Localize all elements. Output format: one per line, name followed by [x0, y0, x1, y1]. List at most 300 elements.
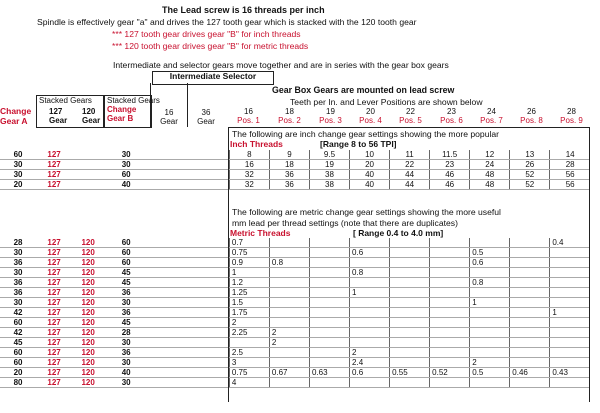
value-cell-pos-5 [390, 358, 430, 368]
gear-127-cell: 127 [36, 288, 72, 298]
value-cell-pos-1: 4 [229, 378, 269, 388]
value-cell-pos-6 [430, 348, 470, 358]
stacked-gears-header: Stacked Gears 127 120 Gear Gear [36, 95, 104, 128]
value-cell-pos-5 [390, 258, 430, 268]
value-cell-pos-4: 0.8 [350, 268, 390, 278]
value-cell-pos-8 [510, 348, 550, 358]
value-cell-pos-5 [390, 348, 430, 358]
value-cell-pos-8 [510, 358, 550, 368]
table-row [0, 358, 590, 368]
table-row [0, 258, 590, 268]
selector-cell [188, 150, 229, 160]
gear-127-cell: 127 [36, 358, 72, 368]
value-cell-pos-5 [390, 288, 430, 298]
gear-120-cell: 120 [72, 268, 104, 278]
gear-120-cell: 120 [72, 258, 104, 268]
table-row [0, 180, 590, 190]
intermediate-selector-box [152, 71, 274, 85]
value-cell-pos-3 [309, 298, 349, 308]
value-cell-pos-8 [510, 278, 550, 288]
selector-cell [188, 238, 229, 248]
gear-127-cell: 127 [36, 258, 72, 268]
value-cell-pos-4 [350, 318, 390, 328]
value-cell-pos-1: 3 [229, 358, 269, 368]
value-cell-pos-2: 36 [269, 180, 309, 190]
value-cell-pos-9 [550, 248, 590, 258]
value-cell-pos-7 [470, 288, 510, 298]
gear-b-cell: 40 [104, 368, 148, 378]
gear-127-cell: 127 [36, 348, 72, 358]
value-cell-pos-8: 26 [510, 160, 550, 170]
table-row [0, 268, 590, 278]
value-cell-pos-6 [430, 288, 470, 298]
value-cell-pos-6 [430, 318, 470, 328]
gear-a-cell: 42 [0, 308, 36, 318]
value-cell-pos-7: 12 [470, 150, 510, 160]
gear-b-cell: 36 [104, 348, 148, 358]
change-gear-a-header: Change Gear A [0, 106, 32, 126]
value-cell-pos-1: 0.9 [229, 258, 269, 268]
gear-120-cell: 120 [72, 368, 104, 378]
intermediate-cell [148, 328, 188, 338]
gear-120-cell: 120 [72, 348, 104, 358]
intermediate-cell [148, 288, 188, 298]
gear-a-cell: 30 [0, 268, 36, 278]
selector-cell [188, 318, 229, 328]
intermediate-cell [148, 180, 188, 190]
selector-cell [188, 348, 229, 358]
table-row [0, 308, 590, 318]
table-row [0, 160, 590, 170]
gearbox-position-3: Pos. 3 [319, 116, 342, 125]
divider [228, 127, 229, 402]
value-cell-pos-3: 0.63 [309, 368, 349, 378]
value-cell-pos-7: 2 [470, 358, 510, 368]
intermediate-selector-label: Intermediate Selector [169, 71, 257, 81]
value-cell-pos-3: 9.5 [309, 150, 349, 160]
change-gear-b-header: Stacked Gears Change Gear B [104, 95, 152, 128]
value-cell-pos-5 [390, 318, 430, 328]
gear-120-cell: 120 [72, 308, 104, 318]
intermediate-cell [148, 338, 188, 348]
divider [589, 127, 590, 402]
gearbox-teeth-23: 23 [447, 107, 456, 116]
selector-cell [188, 258, 229, 268]
metric-threads-label: Metric Threads [230, 228, 291, 238]
gear-b-cell: 60 [104, 170, 148, 180]
selector-cell [188, 248, 229, 258]
value-cell-pos-8 [510, 248, 550, 258]
gearbox-teeth-26: 26 [527, 107, 536, 116]
page-title: The Lead screw is 16 threads per inch [162, 5, 325, 15]
gear-a-cell: 36 [0, 278, 36, 288]
metric-range: [ Range 0.4 to 4.0 mm] [353, 228, 444, 238]
gear-127-cell: 127 [36, 338, 72, 348]
value-cell-pos-3 [309, 238, 349, 248]
selector-cell [188, 278, 229, 288]
value-cell-pos-2 [269, 268, 309, 278]
gear-b-cell: 30 [104, 338, 148, 348]
value-cell-pos-4 [350, 238, 390, 248]
gear-b-cell: 30 [104, 358, 148, 368]
gear-a-cell: 45 [0, 338, 36, 348]
intermediate-cell [148, 170, 188, 180]
value-cell-pos-6 [430, 378, 470, 388]
intermediate-cell [148, 238, 188, 248]
gear-120-cell: 120 [72, 378, 104, 388]
value-cell-pos-8 [510, 378, 550, 388]
gear-b-cell: 36 [104, 308, 148, 318]
value-cell-pos-8 [510, 328, 550, 338]
value-cell-pos-2: 9 [269, 150, 309, 160]
metric-note-2: mm lead per thread settings (note that there are duplicates) [232, 218, 458, 228]
value-cell-pos-8: 52 [510, 180, 550, 190]
value-cell-pos-9: 0.4 [550, 238, 590, 248]
selector-cell [188, 308, 229, 318]
value-cell-pos-6 [430, 358, 470, 368]
value-cell-pos-6: 46 [430, 170, 470, 180]
table-row [0, 328, 590, 338]
value-cell-pos-3 [309, 268, 349, 278]
value-cell-pos-2 [269, 298, 309, 308]
gear-127-cell: 127 [36, 278, 72, 288]
intro-line-series: Intermediate and selector gears move together and are in series with the gear box gears [113, 60, 449, 70]
table-row [0, 238, 590, 248]
value-cell-pos-8 [510, 298, 550, 308]
gear-120-cell [72, 180, 104, 190]
inch-range: [Range 8 to 56 TPI] [320, 139, 397, 149]
gearbox-position-7: Pos. 7 [480, 116, 503, 125]
gearbox-teeth-28: 28 [567, 107, 576, 116]
value-cell-pos-2 [269, 238, 309, 248]
value-cell-pos-2: 0.8 [269, 258, 309, 268]
gearbox-position-2: Pos. 2 [278, 116, 301, 125]
gear-a-cell: 36 [0, 288, 36, 298]
value-cell-pos-5 [390, 328, 430, 338]
gearbox-teeth-24: 24 [487, 107, 496, 116]
gear-120-cell: 120 [72, 318, 104, 328]
value-cell-pos-8 [510, 258, 550, 268]
intro-line-spindle: Spindle is effectively gear "a" and drives the 127 tooth gear which is stacked with the 120 tooth gear [37, 17, 417, 27]
value-cell-pos-7: 1 [470, 298, 510, 308]
selector-cell [188, 358, 229, 368]
intro-line-metric: *** 120 tooth gear drives gear "B" for metric threads [112, 41, 309, 51]
value-cell-pos-7 [470, 328, 510, 338]
value-cell-pos-3 [309, 348, 349, 358]
value-cell-pos-4: 20 [350, 160, 390, 170]
value-cell-pos-4 [350, 338, 390, 348]
value-cell-pos-5 [390, 298, 430, 308]
value-cell-pos-2: 18 [269, 160, 309, 170]
gear-b-cell: 30 [104, 298, 148, 308]
value-cell-pos-7: 48 [470, 170, 510, 180]
table-row [0, 248, 590, 258]
value-cell-pos-6 [430, 338, 470, 348]
selector-cell [188, 170, 229, 180]
gear-b-cell: 45 [104, 318, 148, 328]
gear-b-cell: 28 [104, 328, 148, 338]
gear-a-cell: 36 [0, 258, 36, 268]
value-cell-pos-8 [510, 318, 550, 328]
value-cell-pos-5 [390, 278, 430, 288]
gear-a-cell: 42 [0, 328, 36, 338]
intermediate-cell [148, 348, 188, 358]
value-cell-pos-5 [390, 308, 430, 318]
selector-cell [188, 298, 229, 308]
value-cell-pos-8 [510, 238, 550, 248]
gearbox-position-5: Pos. 5 [399, 116, 422, 125]
value-cell-pos-1: 8 [229, 150, 269, 160]
value-cell-pos-9: 1 [550, 308, 590, 318]
value-cell-pos-3 [309, 378, 349, 388]
value-cell-pos-9 [550, 268, 590, 278]
value-cell-pos-7: 0.5 [470, 248, 510, 258]
value-cell-pos-2 [269, 318, 309, 328]
value-cell-pos-2 [269, 348, 309, 358]
gear-a-cell: 60 [0, 150, 36, 160]
value-cell-pos-1: 1.2 [229, 278, 269, 288]
value-cell-pos-1: 1.75 [229, 308, 269, 318]
value-cell-pos-2: 2 [269, 338, 309, 348]
value-cell-pos-4: 0.6 [350, 248, 390, 258]
gear-120-cell: 120 [72, 248, 104, 258]
value-cell-pos-4: 1 [350, 288, 390, 298]
selector-cell [188, 338, 229, 348]
value-cell-pos-8 [510, 288, 550, 298]
intermediate-cell [148, 268, 188, 278]
value-cell-pos-5 [390, 248, 430, 258]
selector-gear-36: 36 Gear [197, 108, 215, 126]
gear-127-cell: 127 [36, 378, 72, 388]
intermediate-cell [148, 258, 188, 268]
value-cell-pos-4: 2.4 [350, 358, 390, 368]
gear-120-cell: 120 [72, 328, 104, 338]
value-cell-pos-9 [550, 328, 590, 338]
gearbox-teeth-22: 22 [406, 107, 415, 116]
gearbox-teeth-18: 18 [285, 107, 294, 116]
gear-127-cell: 127 [36, 238, 72, 248]
gear-120-cell [72, 160, 104, 170]
gearbox-position-1: Pos. 1 [237, 116, 260, 125]
value-cell-pos-8 [510, 268, 550, 278]
value-cell-pos-6 [430, 268, 470, 278]
gear-120-cell: 120 [72, 298, 104, 308]
intermediate-cell [148, 368, 188, 378]
gearbox-teeth-16: 16 [244, 107, 253, 116]
gear-120-cell: 120 [72, 338, 104, 348]
gear-127-cell: 127 [36, 318, 72, 328]
gearbox-position-9: Pos. 9 [560, 116, 583, 125]
value-cell-pos-8: 0.46 [510, 368, 550, 378]
gear-b-cell: 60 [104, 258, 148, 268]
intermediate-cell [148, 378, 188, 388]
value-cell-pos-2: 2 [269, 328, 309, 338]
selector-cell [188, 328, 229, 338]
value-cell-pos-1: 2.5 [229, 348, 269, 358]
value-cell-pos-2: 36 [269, 170, 309, 180]
intermediate-cell [148, 150, 188, 160]
gear-box-title: Gear Box Gears are mounted on lead screw [272, 85, 455, 95]
value-cell-pos-2: 0.67 [269, 368, 309, 378]
gear-a-cell: 30 [0, 160, 36, 170]
value-cell-pos-6: 11.5 [430, 150, 470, 160]
intro-line-inch: *** 127 tooth gear drives gear "B" for inch threads [112, 29, 301, 39]
gear-127-cell: 127 [36, 268, 72, 278]
gear-127-cell: 127 [36, 248, 72, 258]
gear-127-cell: 127 [36, 328, 72, 338]
value-cell-pos-6: 46 [430, 180, 470, 190]
gear-b-cell: 30 [104, 160, 148, 170]
table-row [0, 150, 590, 160]
value-cell-pos-2 [269, 288, 309, 298]
gear-b-cell: 45 [104, 268, 148, 278]
value-cell-pos-4: 40 [350, 180, 390, 190]
inch-threads-label: Inch Threads [230, 139, 283, 149]
value-cell-pos-1: 16 [229, 160, 269, 170]
value-cell-pos-4 [350, 308, 390, 318]
value-cell-pos-1: 32 [229, 180, 269, 190]
value-cell-pos-9: 56 [550, 180, 590, 190]
intermediate-cell [148, 318, 188, 328]
selector-cell [188, 268, 229, 278]
table-row [0, 278, 590, 288]
intermediate-cell [148, 160, 188, 170]
value-cell-pos-7 [470, 338, 510, 348]
value-cell-pos-3: 19 [309, 160, 349, 170]
intermediate-cell [148, 278, 188, 288]
value-cell-pos-7: 24 [470, 160, 510, 170]
value-cell-pos-7: 48 [470, 180, 510, 190]
table-row [0, 338, 590, 348]
value-cell-pos-1: 32 [229, 170, 269, 180]
gear-b-cell: 60 [104, 248, 148, 258]
divider [187, 83, 188, 127]
value-cell-pos-1: 1.5 [229, 298, 269, 308]
intermediate-cell [148, 358, 188, 368]
value-cell-pos-9: 14 [550, 150, 590, 160]
value-cell-pos-5 [390, 338, 430, 348]
value-cell-pos-2 [269, 358, 309, 368]
gear-a-cell: 30 [0, 298, 36, 308]
value-cell-pos-4: 10 [350, 150, 390, 160]
value-cell-pos-5: 11 [390, 150, 430, 160]
gear-a-cell: 20 [0, 180, 36, 190]
table-row [0, 288, 590, 298]
value-cell-pos-5: 44 [390, 170, 430, 180]
value-cell-pos-9 [550, 258, 590, 268]
value-cell-pos-9 [550, 298, 590, 308]
value-cell-pos-6: 0.52 [430, 368, 470, 378]
value-cell-pos-3 [309, 308, 349, 318]
gear-127-cell: 127 [36, 150, 72, 160]
table-row [0, 348, 590, 358]
value-cell-pos-2 [269, 378, 309, 388]
gear-b-cell: 40 [104, 180, 148, 190]
intermediate-cell [148, 308, 188, 318]
value-cell-pos-7 [470, 378, 510, 388]
value-cell-pos-3 [309, 328, 349, 338]
value-cell-pos-3: 38 [309, 170, 349, 180]
value-cell-pos-4 [350, 298, 390, 308]
value-cell-pos-9: 56 [550, 170, 590, 180]
selector-cell [188, 368, 229, 378]
value-cell-pos-1: 0.75 [229, 368, 269, 378]
gear-a-cell: 28 [0, 238, 36, 248]
value-cell-pos-1: 0.7 [229, 238, 269, 248]
value-cell-pos-8: 52 [510, 170, 550, 180]
gear-120-cell [72, 150, 104, 160]
value-cell-pos-2 [269, 278, 309, 288]
gear-b-cell: 30 [104, 378, 148, 388]
gear-b-cell: 60 [104, 238, 148, 248]
value-cell-pos-2 [269, 248, 309, 258]
value-cell-pos-7: 0.8 [470, 278, 510, 288]
gearbox-position-8: Pos. 8 [520, 116, 543, 125]
value-cell-pos-3 [309, 358, 349, 368]
gear-a-cell: 60 [0, 358, 36, 368]
value-cell-pos-7 [470, 348, 510, 358]
intermediate-cell [148, 298, 188, 308]
value-cell-pos-6 [430, 328, 470, 338]
value-cell-pos-8 [510, 308, 550, 318]
table-row [0, 378, 590, 388]
value-cell-pos-3 [309, 248, 349, 258]
gear-120-cell [72, 170, 104, 180]
value-cell-pos-5 [390, 378, 430, 388]
value-cell-pos-9 [550, 378, 590, 388]
table-row [0, 170, 590, 180]
value-cell-pos-7: 0.5 [470, 368, 510, 378]
value-cell-pos-7 [470, 238, 510, 248]
gear-127-cell: 127 [36, 298, 72, 308]
gear-a-cell: 60 [0, 348, 36, 358]
value-cell-pos-7 [470, 268, 510, 278]
value-cell-pos-1: 2 [229, 318, 269, 328]
value-cell-pos-1: 2.25 [229, 328, 269, 338]
gear-127-cell: 127 [36, 170, 72, 180]
gear-b-cell: 36 [104, 288, 148, 298]
divider [228, 127, 590, 128]
table-row [0, 368, 590, 378]
value-cell-pos-2 [269, 308, 309, 318]
value-cell-pos-5 [390, 238, 430, 248]
value-cell-pos-7 [470, 308, 510, 318]
gear-a-cell: 20 [0, 368, 36, 378]
value-cell-pos-5: 44 [390, 180, 430, 190]
value-cell-pos-1: 0.75 [229, 248, 269, 258]
value-cell-pos-9 [550, 358, 590, 368]
value-cell-pos-6 [430, 308, 470, 318]
gear-127-cell: 127 [36, 308, 72, 318]
value-cell-pos-4: 0.6 [350, 368, 390, 378]
inch-table [0, 150, 590, 190]
value-cell-pos-7 [470, 318, 510, 328]
value-cell-pos-4 [350, 328, 390, 338]
gear-127-cell: 127 [36, 160, 72, 170]
value-cell-pos-8: 13 [510, 150, 550, 160]
value-cell-pos-6 [430, 258, 470, 268]
gear-127-cell: 127 [36, 368, 72, 378]
value-cell-pos-9 [550, 288, 590, 298]
intermediate-gear-16: 16 Gear [160, 108, 178, 126]
value-cell-pos-5: 0.55 [390, 368, 430, 378]
value-cell-pos-1 [229, 338, 269, 348]
value-cell-pos-3: 38 [309, 180, 349, 190]
value-cell-pos-3 [309, 288, 349, 298]
value-cell-pos-8 [510, 338, 550, 348]
value-cell-pos-3 [309, 318, 349, 328]
metric-note-1: The following are metric change gear settings showing the more useful [232, 207, 501, 217]
